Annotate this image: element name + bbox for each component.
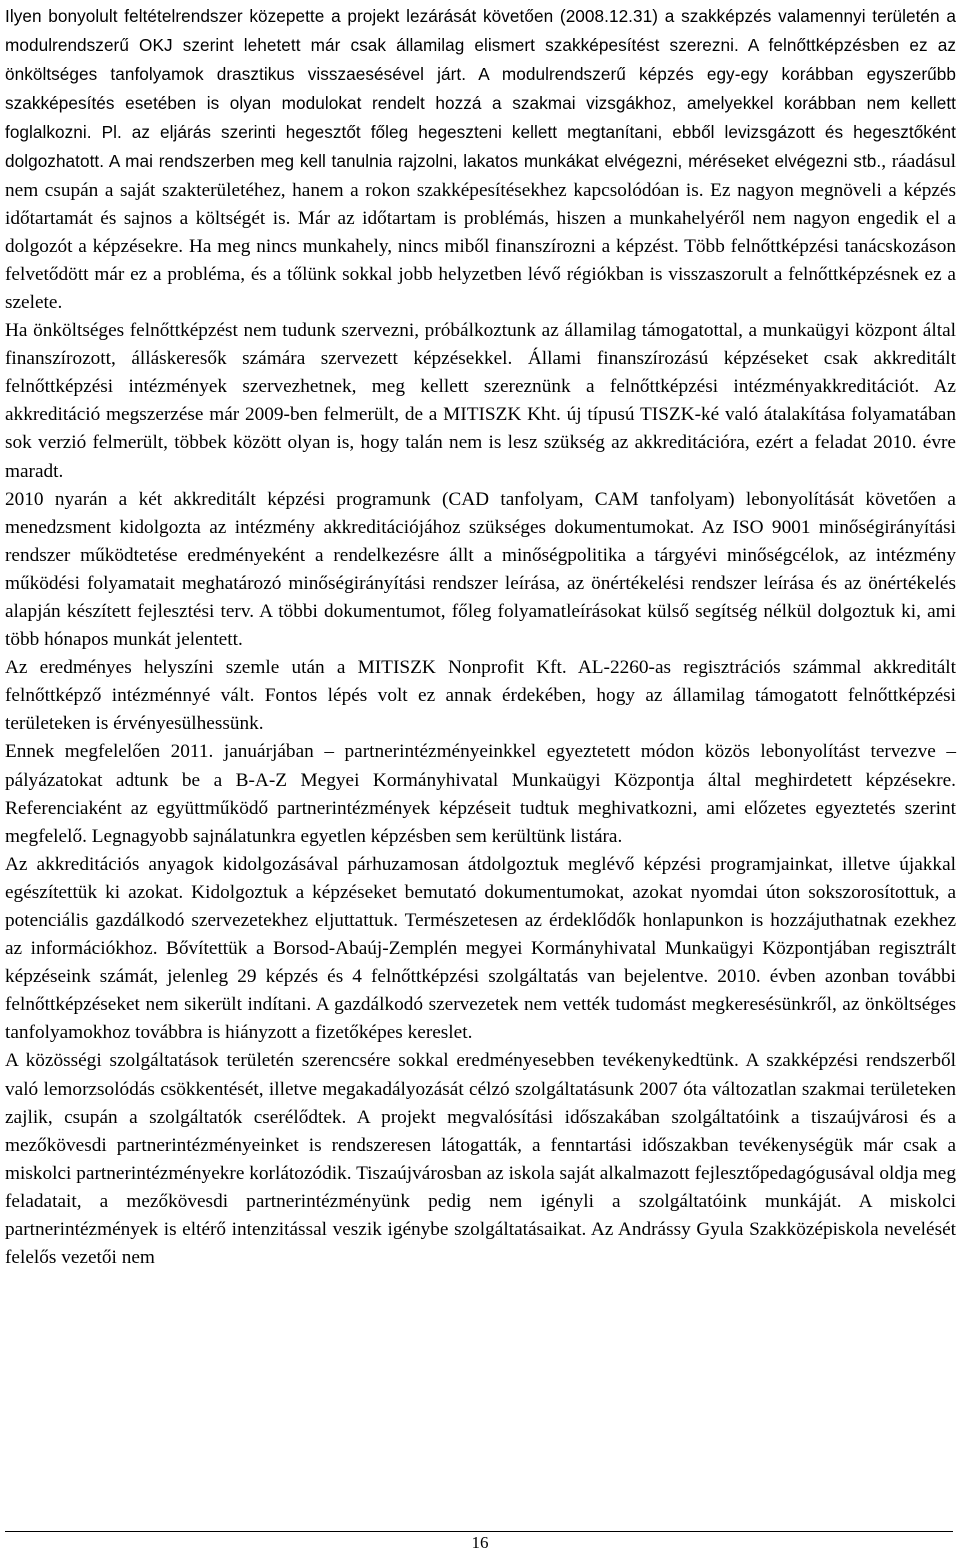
paragraph-6 bbox=[5, 851, 956, 1048]
paragraph-7 bbox=[5, 1047, 956, 1272]
paragraph-1-segment-sans: Ilyen bonyolult feltételrendszer közepette a projekt lezárását követően (2008.12.31) a szakképzés valamennyi területén a modulrendszerű OKJ szerint lehetett már csak államilag elismert szakképesítést szerezni. A felnőttképzésben ez az önköltséges tanfolyamok drasztikus visszaesésével járt. A modulrendszerű képzés egy-egy korábban egyszerűbb szakképesítés esetében is olyan modulokat rendelt hozzá a szakmai vizsgákhoz, amelyekkel korábban nem kellett foglalkozni. Pl. az eljárás szerinti hegesztőt főleg hegeszteni kellett megtanítani, ebből levizsgázott és hegesztőként dolgozhatott. A mai rendszerben meg kell tanulnia rajzolni, lakatos munkákat elvégezni, méréseket elvégezni stb. bbox=[5, 6, 956, 172]
paragraph-1-segment-serif: , ráadásul nem csupán a saját szakterületéhez, hanem a rokon szakképesítésekhez kapcsolódóan is. Ez nagyon megnöveli a képzés időtartamát és sajnos a költségét is. Már az időtartam is problémás, hiszen a munkahelyéről nem nagyon engedik el a dolgozót a képzésekre. Ha meg nincs munkahely, nincs miből finanszírozni a képzést. Több felnőttképzési tanácskozáson felvetődött már ez a probléma, és a tőlünk sokkal jobb helyzetben lévő régiókban is visszaszorult a felnőttképzésnek ez a szelete. bbox=[5, 151, 956, 313]
footer-divider bbox=[5, 1531, 953, 1532]
paragraph-2-text: Ha önköltséges felnőttképzést nem tudunk szervezni, próbálkoztunk az államilag támogatottal, a munkaügyi központ által finanszírozott, álláskeresők számára szervezett képzésekkel. Állami finanszírozású képzéseket csak akkreditált felnőttképzési intézmények szervezhetnek, meg kellett szereznünk a felnőttképzési intézményakkreditációt. Az akkreditáció megszerzése már 2009-ben felmerült, de a MITISZK Kht. új típusú TISZK-ké való átalakítása folyamatában sok verzió felmerült, többek között olyan is, hogy talán nem is lesz szükség az akkreditációra, ezért a feladat 2010. évre maradt. bbox=[5, 320, 956, 482]
document-body bbox=[5, 2, 956, 1272]
page-number: 16 bbox=[471, 1533, 489, 1552]
paragraph-4 bbox=[5, 654, 956, 738]
paragraph-1 bbox=[5, 2, 956, 317]
paragraph-3 bbox=[5, 486, 956, 655]
paragraph-7-text: A közösségi szolgáltatások területén szerencsére sokkal eredményesebben tevékenykedtünk. A szakképzési rendszerből való lemorzsolódás csökkentését, illetve megakadályozását célzó szolgáltatásunk 2007 óta változatlan szakmai területeken zajlik, csupán a szolgáltatók cserélődtek. A projekt megvalósítási időszakában szolgáltatóink a tiszaújvárosi és a mezőkövesdi partnerintézményeinket is rendszeresen látogatták, a fenntartási időszakban tevékenységük már csak a miskolci partnerintézményekre korlátozódik. Tiszaújvárosban az iskola saját alkalmazott fejlesztőpedagógusával oldja meg feladatait, a mezőkövesdi partnerintézményünk pedig nem igényli a szolgáltatóink munkáját. A miskolci partnerintézmények is eltérő intenzitással veszik igénybe szolgáltatásaikat. Az Andrássy Gyula Szakközépiskola nevelését felelős vezetői nem bbox=[5, 1050, 956, 1269]
paragraph-4-text: Az eredményes helyszíni szemle után a MITISZK Nonprofit Kft. AL-2260-as regisztrációs számmal akkreditált felnőttképző intézménnyé vált. Fontos lépés volt ez annak érdekében, hogy az államilag támogatott felnőttképzési területeken is érvényesülhessünk. bbox=[5, 657, 956, 735]
paragraph-3-text: 2010 nyarán a két akkreditált képzési programunk (CAD tanfolyam, CAM tanfolyam) lebonyolítását követően a menedzsment kidolgozta az intézmény akkreditációjához szükséges dokumentumokat. Az ISO 9001 minőségirányítási rendszer működtetése eredményeként a rendelkezésre állt a minőségpolitika a tárgyévi minőségcélok, az intézmény működési folyamatait meghatározó minőségirányítási rendszer leírása, az önértékelési rendszer leírása és az önértékelés alapján készített fejlesztési terv. A többi dokumentumot, főleg folyamatleírásokat külső segítség nélkül dolgoztuk ki, ami több hónapos munkát jelentett. bbox=[5, 488, 956, 651]
paragraph-6-text: Az akkreditációs anyagok kidolgozásával párhuzamosan átdolgoztuk meglévő képzési programjainkat, illetve újakkal egészítettük ki azokat. Kidolgoztuk a képzéseket bemutató dokumentumokat, azokat nyomdai úton sokszorosítottuk, a potenciális gazdálkodó szervezetekhez eljuttattuk. Természetesen az érdeklődők honlapunkon is hozzájuthatnak ezekhez az információkhoz. Bővítettük a Borsod-Abaúj-Zemplén megyei Kormányhivatal Munkaügyi Központjában regisztrált képzéseink számát, jelenleg 29 képzés és 4 felnőttképzési szolgáltatás van bejelentve. 2010. évben azonban további felnőttképzéseket nem sikerült indítani. A gazdálkodó szervezetek nem vették tudomást megkeresésünkről, az önköltséges tanfolyamokhoz továbbra is hiányzott a fizetőképes kereslet. bbox=[5, 853, 956, 1044]
paragraph-2 bbox=[5, 317, 956, 486]
paragraph-5 bbox=[5, 738, 956, 850]
paragraph-5-text: Ennek megfelelően 2011. januárjában – partnerintézményeinkkel egyeztetett módon közös lebonyolítást tervezve – pályázatokat adtunk be a B-A-Z Megyei Kormányhivatal Munkaügyi Központja által meghirdetett képzésekre. Referenciaként az együttműködő partnerintézmények képzéseit tudtuk meghivatkozni, ami előzetes egyeztetés szerint megfelelő. Legnagyobb sajnálatunkra egyetlen képzésben sem kerültünk listára. bbox=[5, 741, 956, 847]
